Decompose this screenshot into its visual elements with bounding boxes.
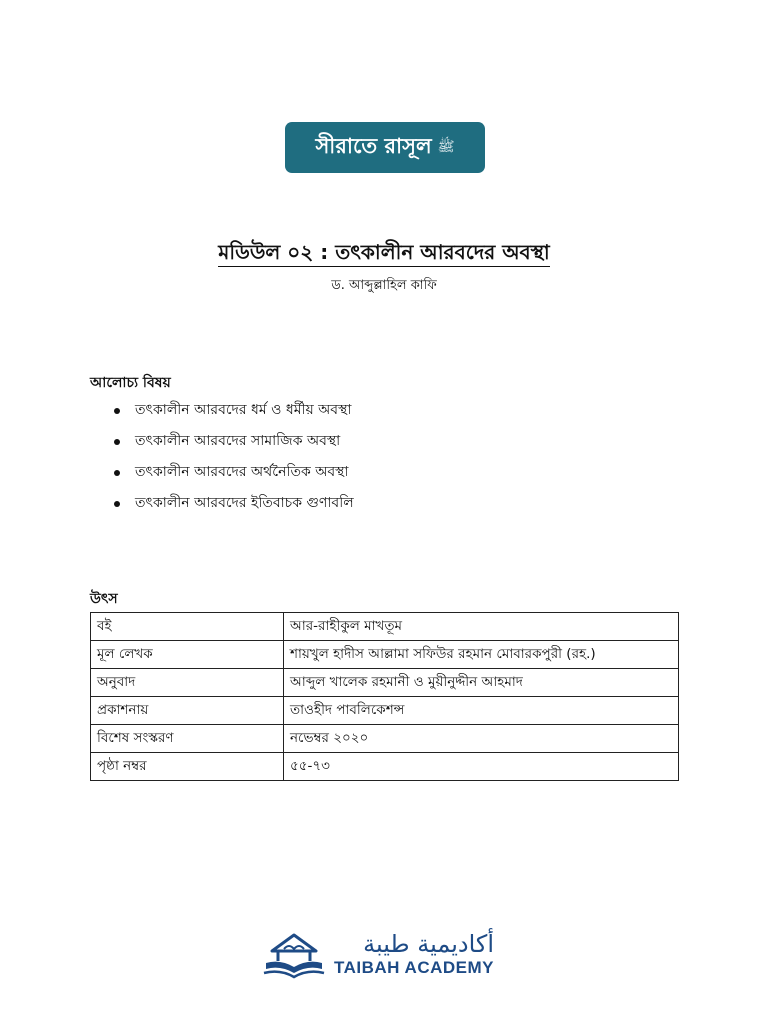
course-title-badge (285, 122, 485, 173)
topics-list (90, 398, 354, 522)
module-author: ড. আব্দুল্লাহিল কাফি (331, 278, 437, 293)
table-row (91, 725, 679, 753)
table-row (91, 753, 679, 781)
table-row (91, 669, 679, 697)
list-item: তৎকালীন আরবদের ইতিবাচক গুণাবলি (90, 491, 354, 522)
logo-text (334, 930, 494, 978)
sources-table (90, 612, 679, 781)
book-emblem-icon (262, 929, 326, 979)
logo-latin-text: TAIBAH ACADEMY (334, 958, 494, 977)
module-title-text: মডিউল ০২ : তৎকালীন আরবদের অবস্থা (218, 240, 549, 267)
table-cell-key: অনুবাদ (91, 669, 284, 697)
topics-heading: আলোচ্য বিষয় (90, 375, 171, 391)
list-item: তৎকালীন আরবদের অর্থনৈতিক অবস্থা (90, 460, 354, 491)
salutation-glyph: ﷺ (437, 138, 455, 155)
module-title (0, 238, 768, 271)
taibah-academy-logo (262, 928, 512, 980)
table-cell-value: আর-রাহীকুল মাখতূম (284, 613, 679, 641)
table-cell-key: বিশেষ সংস্করণ (91, 725, 284, 753)
course-title: সীরাতে রাসূল (315, 134, 432, 158)
table-row (91, 613, 679, 641)
table-cell-value: তাওহীদ পাবলিকেশন্স (284, 697, 679, 725)
table-cell-key: প্রকাশনায় (91, 697, 284, 725)
table-cell-value: ৫৫-৭৩ (284, 753, 679, 781)
logo-arabic-text: أكاديمية طيبة (363, 930, 494, 958)
table-cell-value: আব্দুল খালেক রহমানী ও মুয়ীনুদ্দীন আহমাদ (284, 669, 679, 697)
table-cell-value: শায়খুল হাদীস আল্লামা সফিউর রহমান মোবারকপুরী (রহ.) (284, 641, 679, 669)
table-cell-key: মূল লেখক (91, 641, 284, 669)
sources-heading: উৎস (90, 591, 118, 607)
table-cell-key: বই (91, 613, 284, 641)
table-cell-key: পৃষ্ঠা নম্বর (91, 753, 284, 781)
table-cell-value: নভেম্বর ২০২০ (284, 725, 679, 753)
table-row (91, 697, 679, 725)
table-row (91, 641, 679, 669)
list-item: তৎকালীন আরবদের ধর্ম ও ধর্মীয় অবস্থা (90, 398, 354, 429)
list-item: তৎকালীন আরবদের সামাজিক অবস্থা (90, 429, 354, 460)
